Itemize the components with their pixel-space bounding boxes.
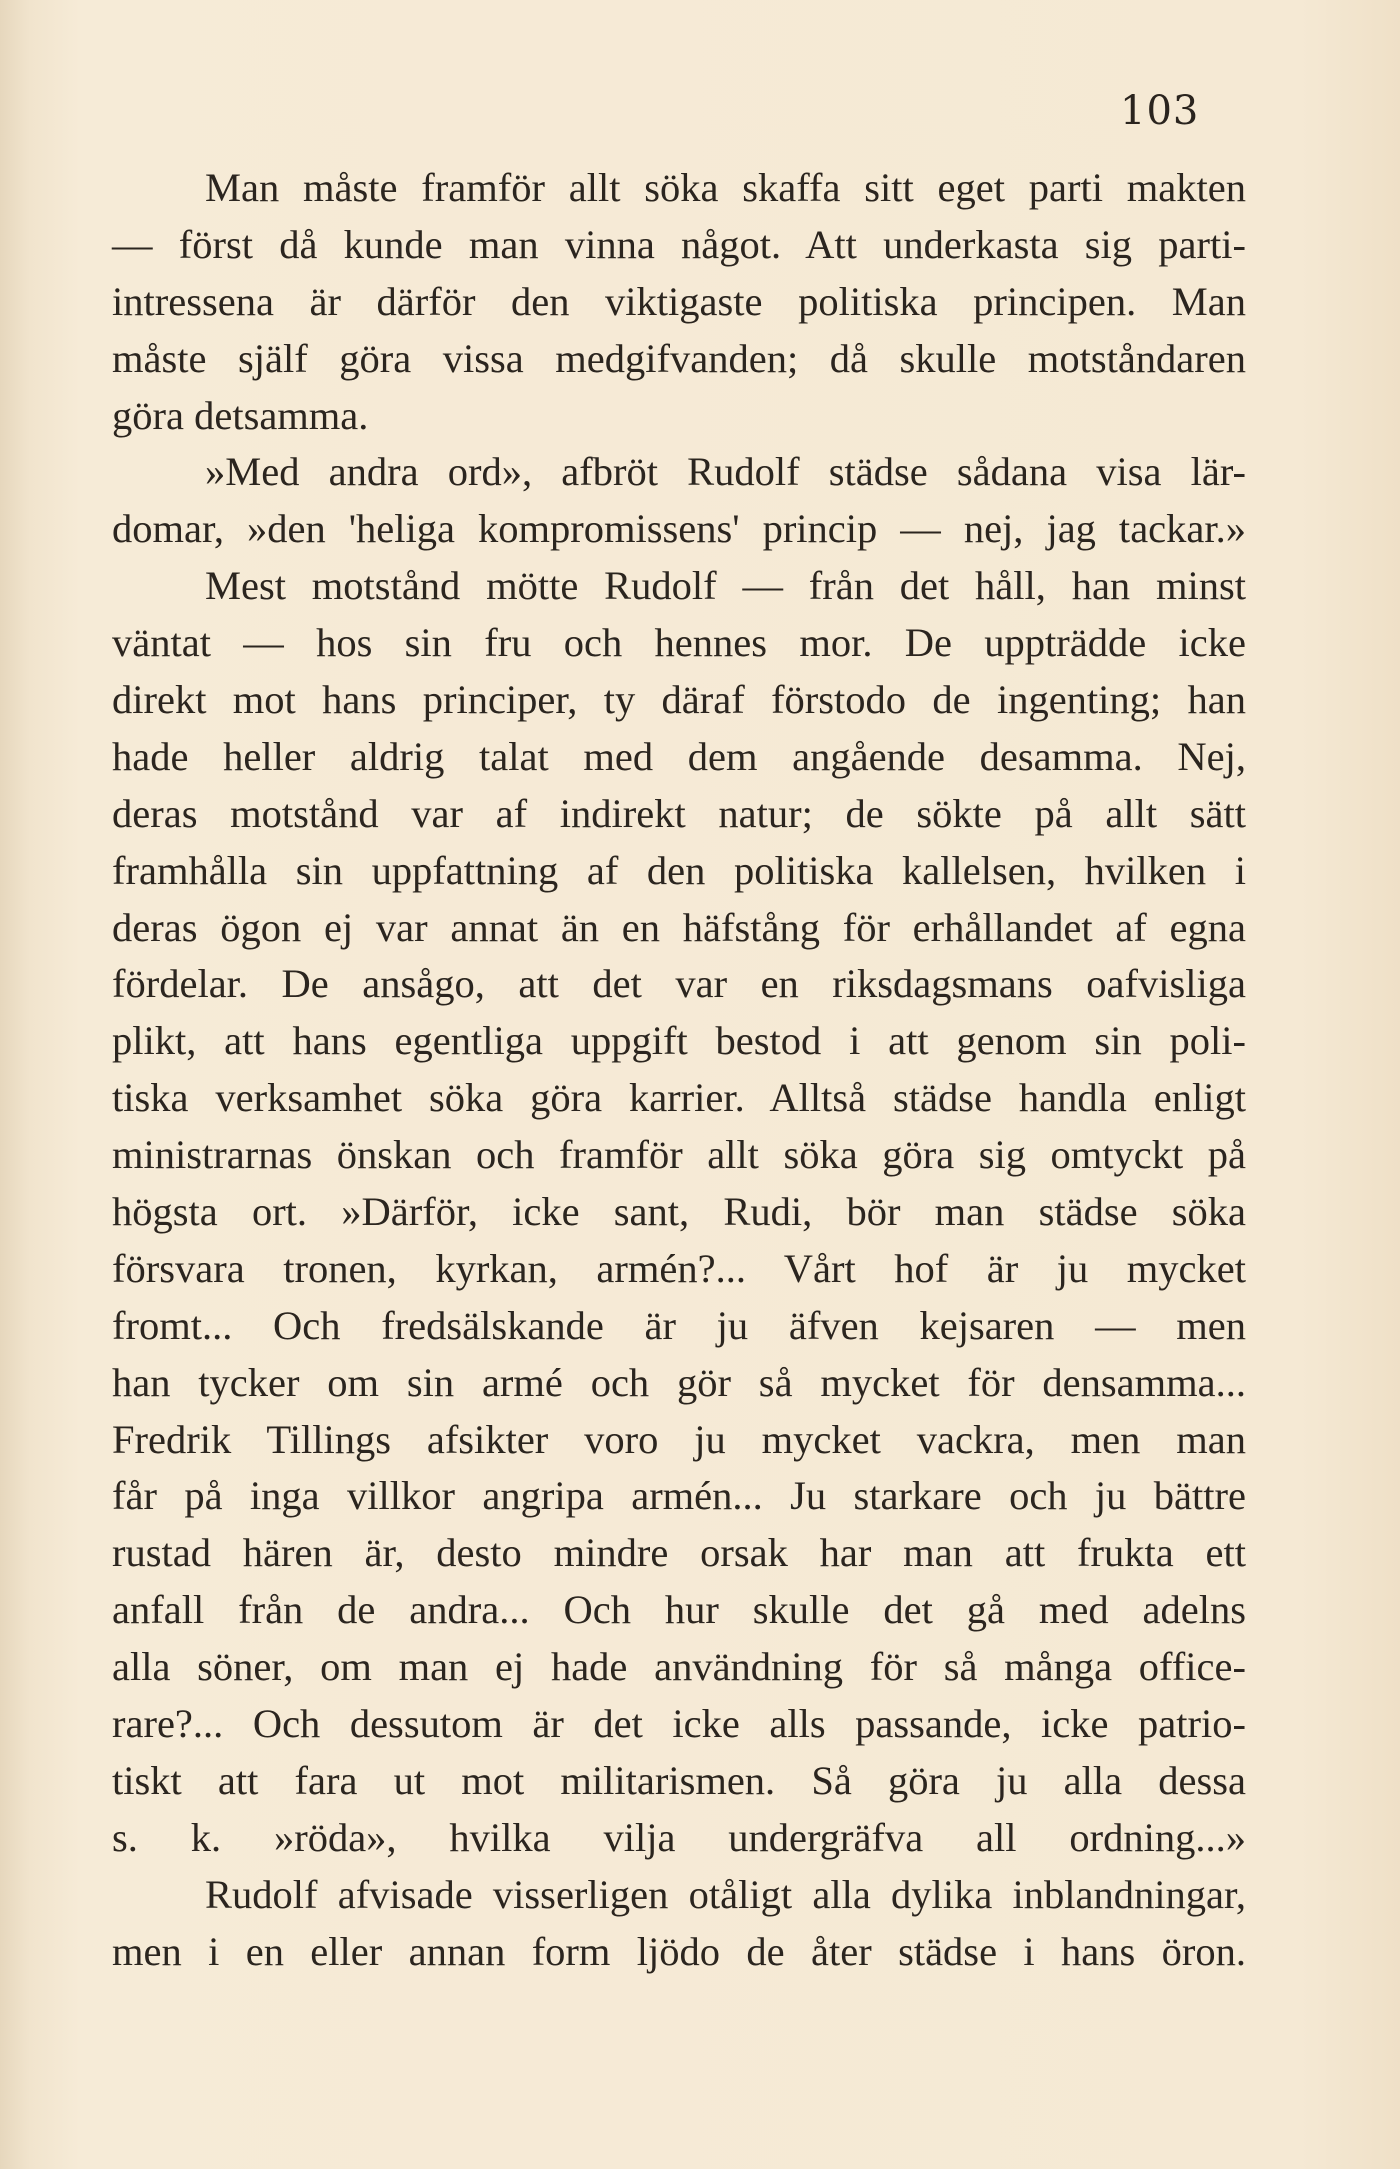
text-line: tiskt att fara ut mot militarismen. Så göra ju alla dessa <box>112 1757 1246 1803</box>
text-line: fördelar. De ansågo, att det var en riksdagsmans oafvisliga <box>112 961 1246 1007</box>
text-line: hade heller aldrig talat med dem angående desamma. Nej, <box>112 733 1246 779</box>
text-line: Fredrik Tillings afsikter voro ju mycket vackra, men man <box>112 1416 1246 1462</box>
text-line: plikt, att hans egentliga uppgift bestod i att genom sin poli- <box>112 1018 1246 1064</box>
page-number: 103 <box>1120 88 1200 134</box>
text-line: anfall från de andra... Och hur skulle det gå med adelns <box>112 1587 1246 1633</box>
text-line: deras motstånd var af indirekt natur; de sökte på allt sätt <box>112 790 1246 836</box>
body-text <box>112 160 1246 1981</box>
text-line: intressena är därför den viktigaste politiska principen. Man <box>112 278 1246 324</box>
text-line: alla söner, om man ej hade användning för så många office- <box>112 1644 1246 1690</box>
text-line: framhålla sin uppfattning af den politiska kallelsen, hvilken i <box>112 847 1246 893</box>
text-line: Mest motstånd mötte Rudolf — från det håll, han minst <box>205 563 1246 609</box>
text-line: domar, »den 'heliga kompromissens' princip — nej, jag tackar.» <box>112 506 1246 552</box>
text-line: väntat — hos sin fru och hennes mor. De uppträdde icke <box>112 620 1246 666</box>
text-line: rare?... Och dessutom är det icke alls passande, icke patrio- <box>112 1701 1246 1747</box>
text-line: — först då kunde man vinna något. Att underkasta sig parti- <box>112 221 1246 267</box>
text-line: deras ögon ej var annat än en häfstång för erhållandet af egna <box>112 904 1246 950</box>
text-line: försvara tronen, kyrkan, armén?... Vårt hof är ju mycket <box>112 1245 1246 1291</box>
text-line: fromt... Och fredsälskande är ju äfven kejsaren — men <box>112 1302 1246 1348</box>
text-line: tiska verksamhet söka göra karrier. Alltså städse handla enligt <box>112 1075 1246 1121</box>
text-line: måste själf göra vissa medgifvanden; då skulle motståndaren <box>112 335 1246 381</box>
text-line: Man måste framför allt söka skaffa sitt eget parti makten <box>205 165 1246 210</box>
text-line: direkt mot hans principer, ty däraf förstodo de ingenting; han <box>112 677 1246 723</box>
text-line: ministrarnas önskan och framför allt söka göra sig omtyckt på <box>112 1132 1246 1178</box>
text-line: men i en eller annan form ljödo de åter städse i hans öron. <box>112 1928 1246 1974</box>
text-line: han tycker om sin armé och gör så mycket för densamma... <box>112 1359 1246 1405</box>
text-line: får på inga villkor angripa armén... Ju starkare och ju bättre <box>112 1473 1246 1519</box>
text-line: högsta ort. »Därför, icke sant, Rudi, bör man städse söka <box>112 1189 1246 1235</box>
text-line: rustad hären är, desto mindre orsak har man att frukta ett <box>112 1530 1246 1576</box>
text-line: s. k. »röda», hvilka vilja undergräfva all ordning...» <box>112 1814 1246 1860</box>
text-line: »Med andra ord», afbröt Rudolf städse sådana visa lär- <box>205 449 1246 495</box>
text-line: Rudolf afvisade visserligen otåligt alla dylika inblandningar, <box>205 1871 1246 1917</box>
text-line: göra detsamma. <box>112 392 369 438</box>
